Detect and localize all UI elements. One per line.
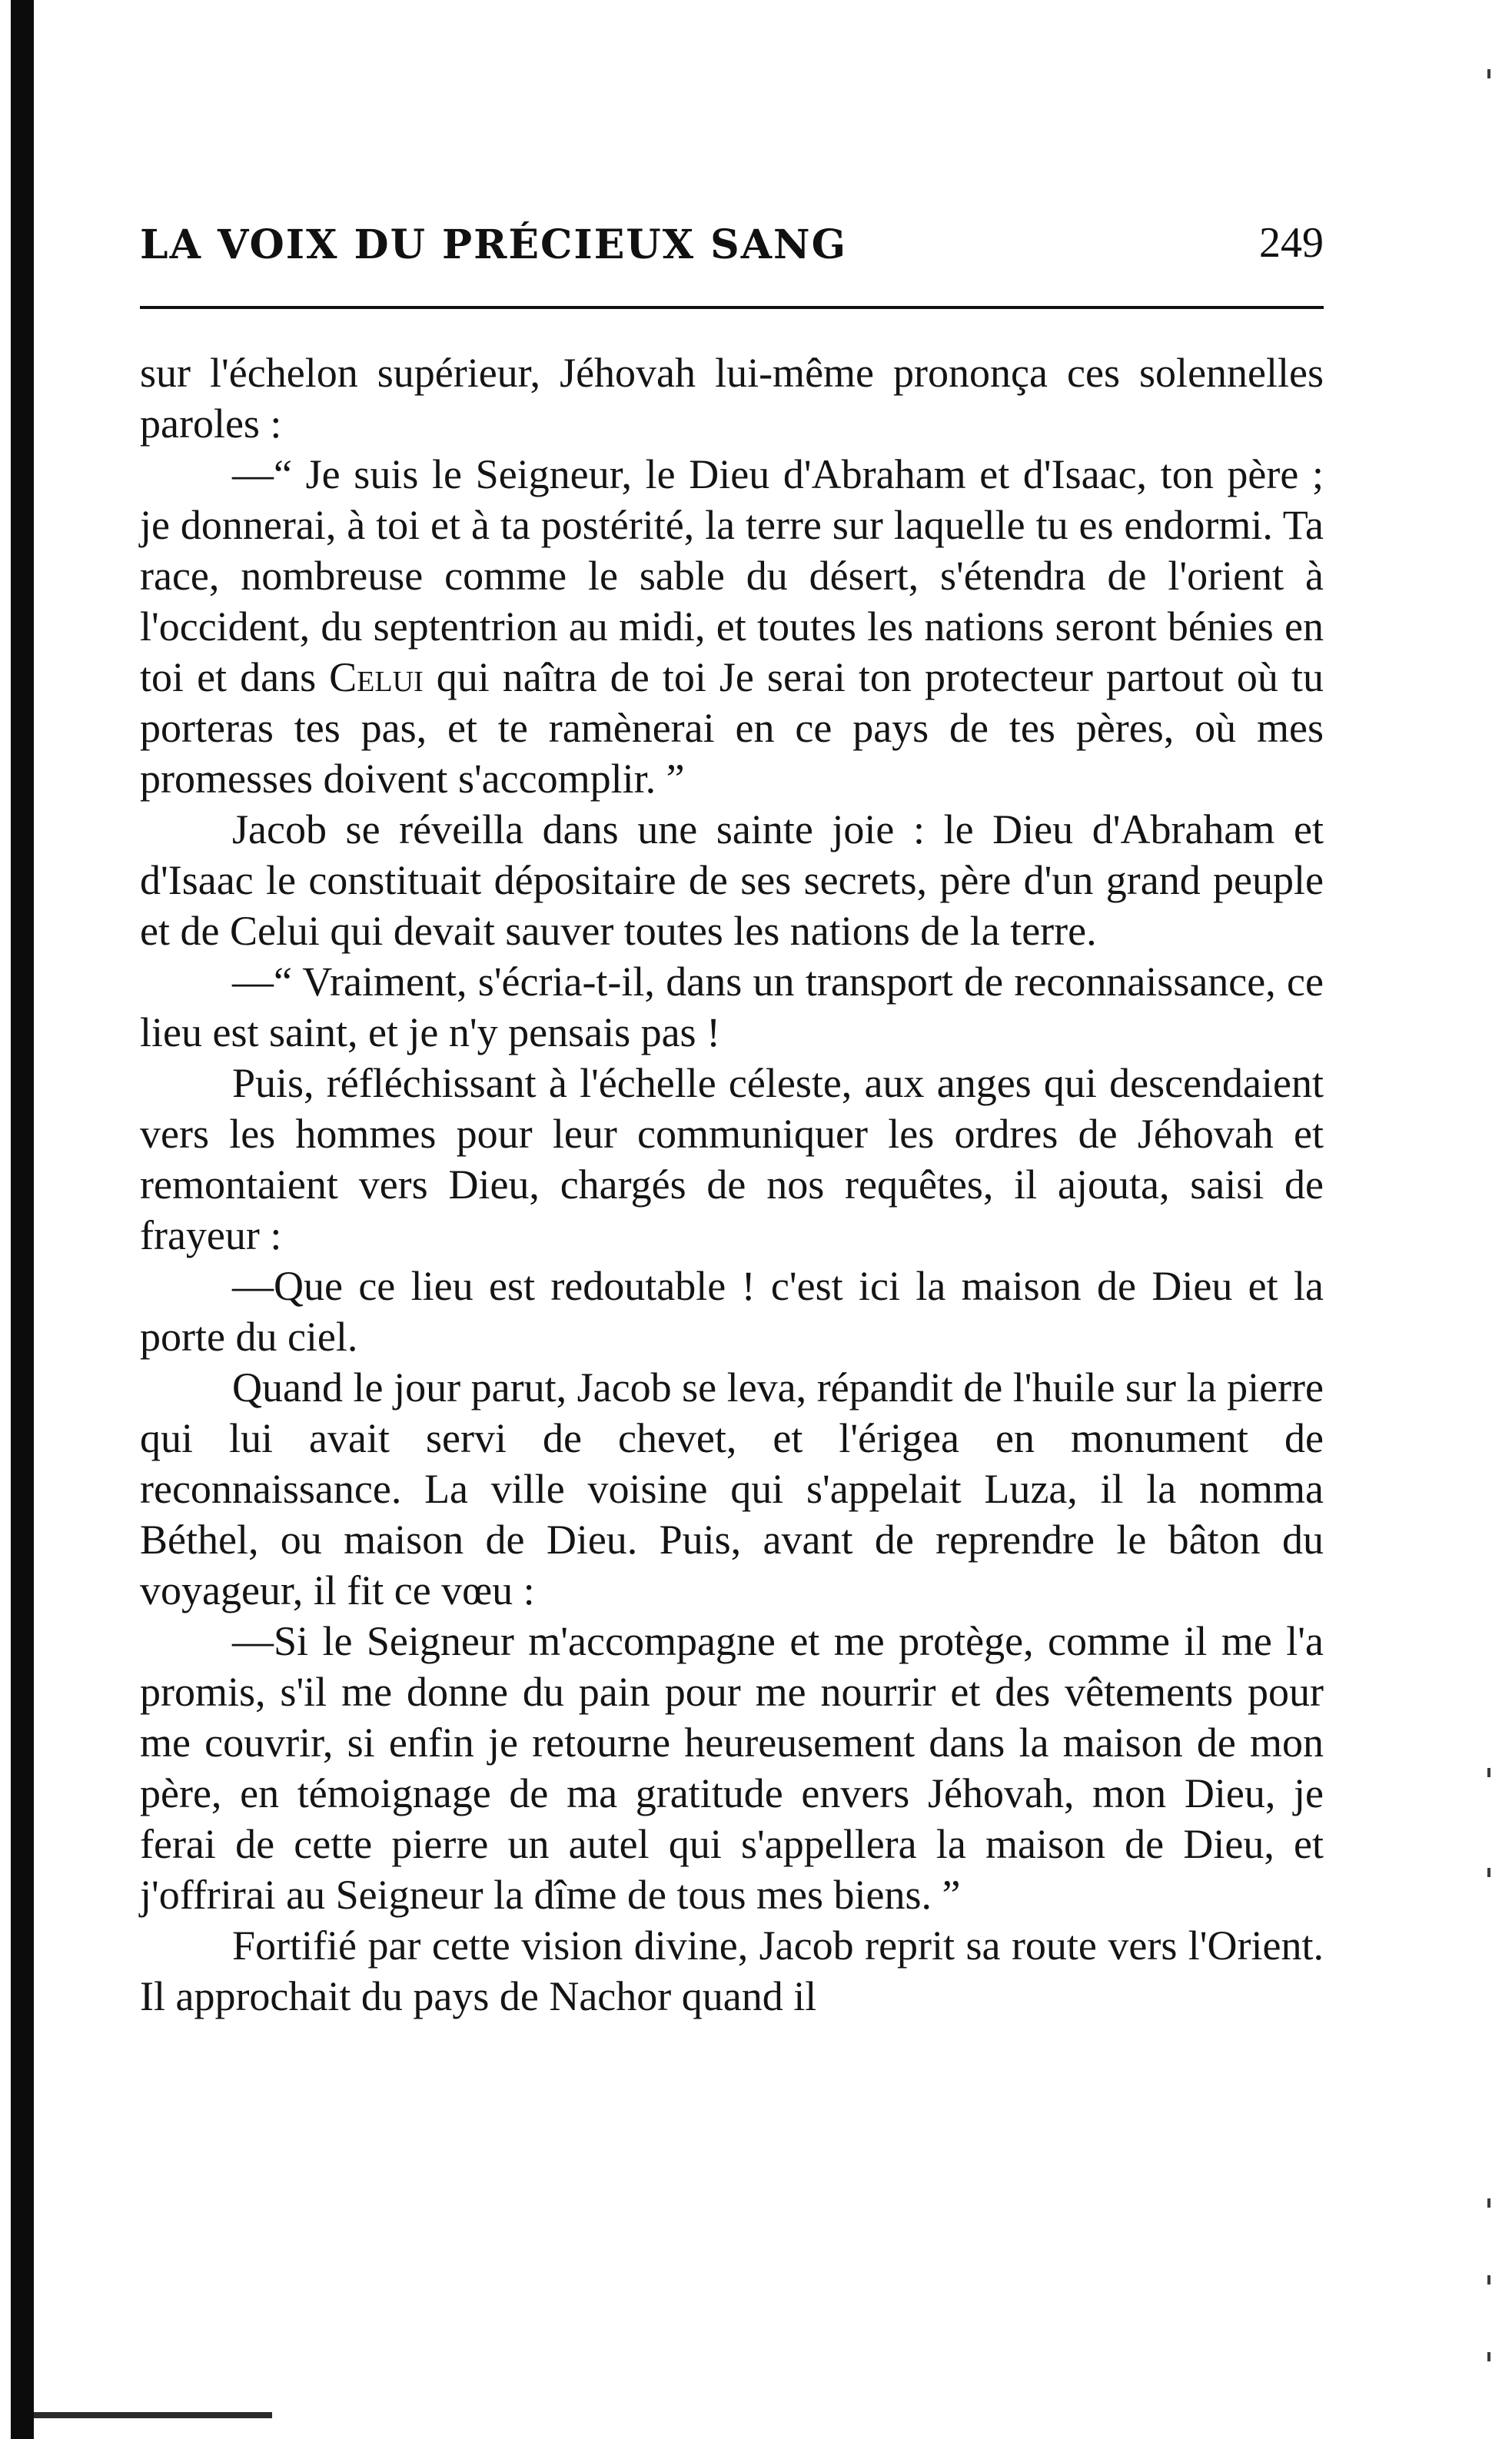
small-caps-word: Celui xyxy=(329,654,424,700)
paragraph: —Que ce lieu est redoutable ! c'est ici la maison de Dieu et la porte du ciel. xyxy=(140,1263,1324,1360)
paragraph: Puis, réfléchissant à l'échelle céleste, aux anges qui descendaient vers les hommes pour leur communiquer les ordres de Jéhovah et remontaient vers Dieu, chargés de nos requêtes, il ajouta, saisi de frayeur : xyxy=(140,1060,1324,1258)
speck xyxy=(1487,2198,1490,2208)
paragraph: —Si le Seigneur m'accompagne et me protège, comme il me l'a promis, s'il me donne du pain pour me nourrir et des vêtements pour me couvrir, si enfin je retourne heureusement dans la maison de mon père, en témoignage de ma gratitude envers Jéhovah, mon Dieu, je ferai de cette pierre un autel qui s'appellera la maison de Dieu, et j'offrirai au Seigneur la dîme de tous mes biens. ” xyxy=(140,1618,1324,1918)
speck xyxy=(1487,1868,1490,1877)
paragraph-text: —“ Je suis le Seigneur, le Dieu d'Abraham et d'Isaac, ton père ; je donnerai, à toi et à ta postérité, la terre sur laquelle tu es endormi. Ta race, nombreuse comme le sable du désert, s'étendra de l'orient à l'occident, du septentrion au midi, et toutes les nations seront bénies en toi et dans xyxy=(140,451,1324,700)
header-rule xyxy=(140,306,1324,309)
paragraph: Jacob se réveilla dans une sainte joie : le Dieu d'Abraham et d'Isaac le constituait dépositaire de ses secrets, père d'un grand peuple et de Celui qui devait sauver toutes les nations de la terre. xyxy=(140,806,1324,954)
running-title: LA VOIX DU PRÉCIEUX SANG xyxy=(140,221,847,268)
paragraph: sur l'échelon supérieur, Jéhovah lui-même prononça ces solennelles paroles : xyxy=(140,350,1324,447)
speck xyxy=(1487,1768,1490,1777)
paragraph: Quand le jour parut, Jacob se leva, répandit de l'huile sur la pierre qui lui avait servi de chevet, et l'érigea en monument de reconnaissance. La ville voisine qui s'appelait Luza, il la nomma Béthel, ou maison de Dieu. Puis, avant de reprendre le bâton du voyageur, il fit ce vœu : xyxy=(140,1364,1324,1613)
paragraph-text: qui naîtra de toi Je serai ton protecteur partout où tu porteras tes pas, et te ramènerai en ce pays de tes pères, où mes promesses doivent s'accomplir. ” xyxy=(140,654,1324,802)
body-text xyxy=(140,347,1324,2022)
speck xyxy=(1487,2352,1490,2361)
page-number: 249 xyxy=(1259,219,1324,267)
page-header xyxy=(140,215,1324,277)
speck xyxy=(1487,69,1490,78)
page-bottom-edge xyxy=(34,2412,272,2418)
paragraph: —“ Vraiment, s'écria-t-il, dans un transport de reconnaissance, ce lieu est saint, et je n'y pensais pas ! xyxy=(140,959,1324,1055)
paragraph xyxy=(140,449,1324,804)
paragraph: Fortifié par cette vision divine, Jacob reprit sa route vers l'Orient. Il approchait du pays de Nachor quand il xyxy=(140,1922,1324,2019)
speck xyxy=(1487,2275,1490,2284)
margin-specks xyxy=(1487,0,1497,2439)
book-spine-shadow xyxy=(11,0,34,2439)
